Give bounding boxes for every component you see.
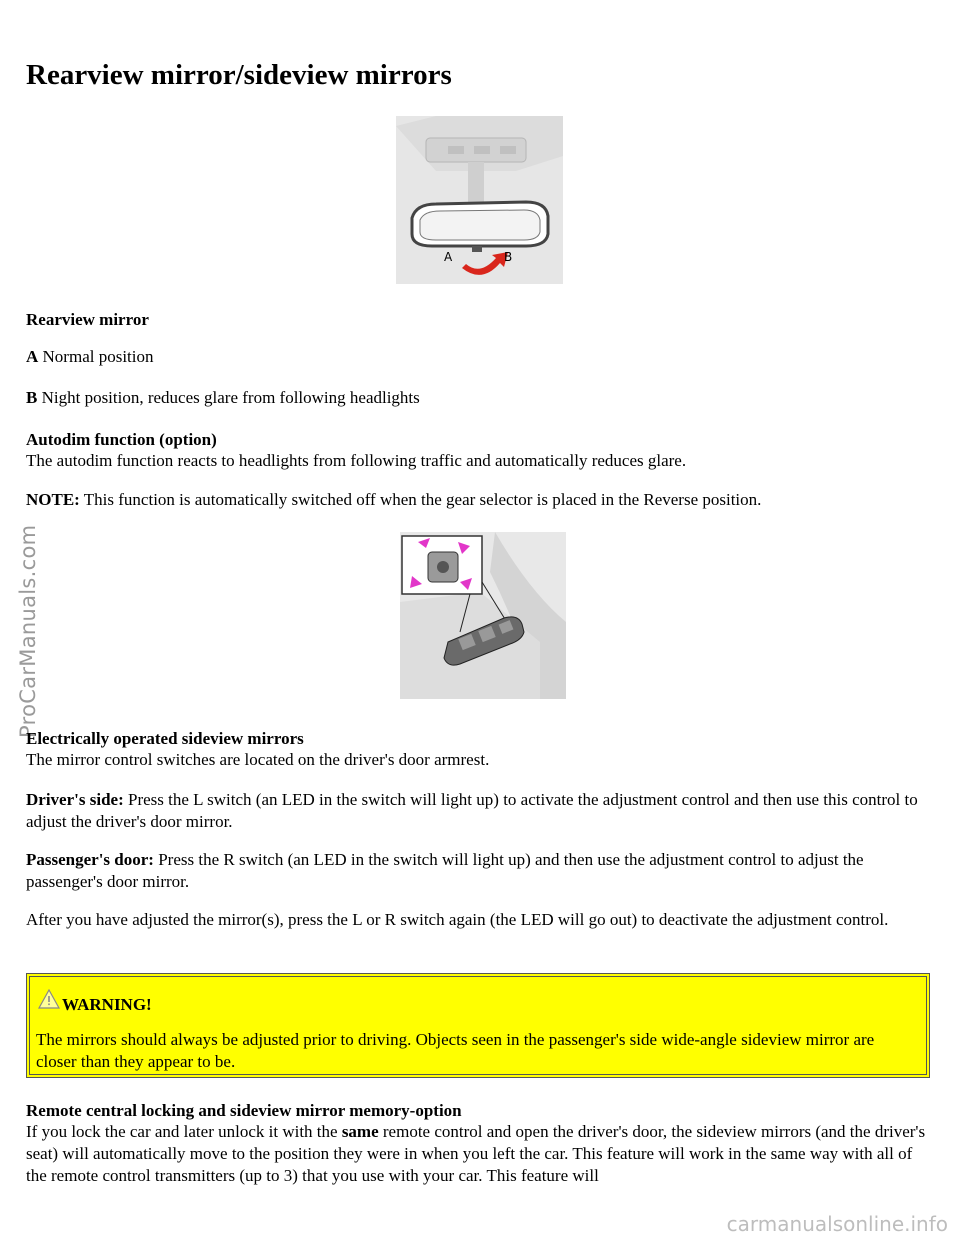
autodim-heading: Autodim function (option) (26, 430, 217, 449)
mirror-switches-figure (400, 532, 566, 699)
note-paragraph (26, 489, 934, 511)
remote-text-after: remote control and open the driver's door, the sideview mirrors (and the driver's seat) will automatically move to the position they were in when you left the car. This feature will work in the same way with all of the remote control transmitters (up to 3) that you use with your car. This feature will (26, 1122, 926, 1185)
note-key: NOTE: (26, 490, 80, 509)
page-title: Rearview mirror/sideview mirrors (26, 59, 452, 91)
item-a (26, 346, 934, 368)
figure1-label-a: A (444, 250, 453, 264)
item-b-key: B (26, 388, 38, 407)
driver-side-text: Press the L switch (an LED in the switch will light up) to activate the adjustment control and then use this control to adjust the driver's door mirror. (26, 790, 918, 831)
item-a-key: A (26, 347, 39, 366)
footer-watermark: carmanualsonline.info (726, 1212, 948, 1236)
remote-text-before: If you lock the car and later unlock it with the (26, 1122, 342, 1141)
rearview-mirror-illustration (396, 116, 563, 284)
item-a-text: Normal position (38, 347, 154, 366)
sideview-intro: The mirror control switches are located on the driver's door armrest. (26, 750, 490, 769)
mirror-switches-illustration (400, 532, 566, 699)
note-text: This function is automatically switched off when the gear selector is placed in the Reverse position. (79, 490, 762, 509)
side-watermark: ProCarManuals.com (16, 524, 40, 738)
remote-locking-heading: Remote central locking and sideview mirror memory-option (26, 1101, 462, 1120)
sideview-mirrors-heading: Electrically operated sideview mirrors (26, 729, 304, 748)
warning-title: WARNING! (62, 995, 152, 1014)
passenger-door-key: Passenger's door: (26, 850, 154, 869)
passenger-door-text: Press the R switch (an LED in the switch will light up) and then use the adjustment control to adjust the passenger's door mirror. (26, 850, 864, 891)
driver-side-key: Driver's side: (26, 790, 124, 809)
remote-locking-text (26, 1121, 934, 1187)
autodim-text: The autodim function reacts to headlights from following traffic and automatically reduces glare. (26, 451, 687, 470)
remote-text-bold: same (341, 1122, 379, 1141)
item-b-text: Night position, reduces glare from following headlights (37, 388, 420, 407)
rearview-mirror-heading: Rearview mirror (26, 310, 149, 329)
warning-box (26, 973, 930, 1078)
driver-side-paragraph (26, 789, 934, 833)
passenger-door-paragraph (26, 849, 934, 893)
figure1-label-b: B (504, 250, 513, 264)
item-b (26, 387, 934, 409)
after-adjust-paragraph: After you have adjusted the mirror(s), press the L or R switch again (the LED will go out) to deactivate the adjustment control. (26, 910, 889, 929)
rearview-mirror-figure (396, 116, 563, 284)
warning-text: The mirrors should always be adjusted prior to driving. Objects seen in the passenger's side wide-angle sideview mirror are closer than they appear to be. (36, 1030, 875, 1071)
warning-triangle-icon (38, 989, 60, 1009)
